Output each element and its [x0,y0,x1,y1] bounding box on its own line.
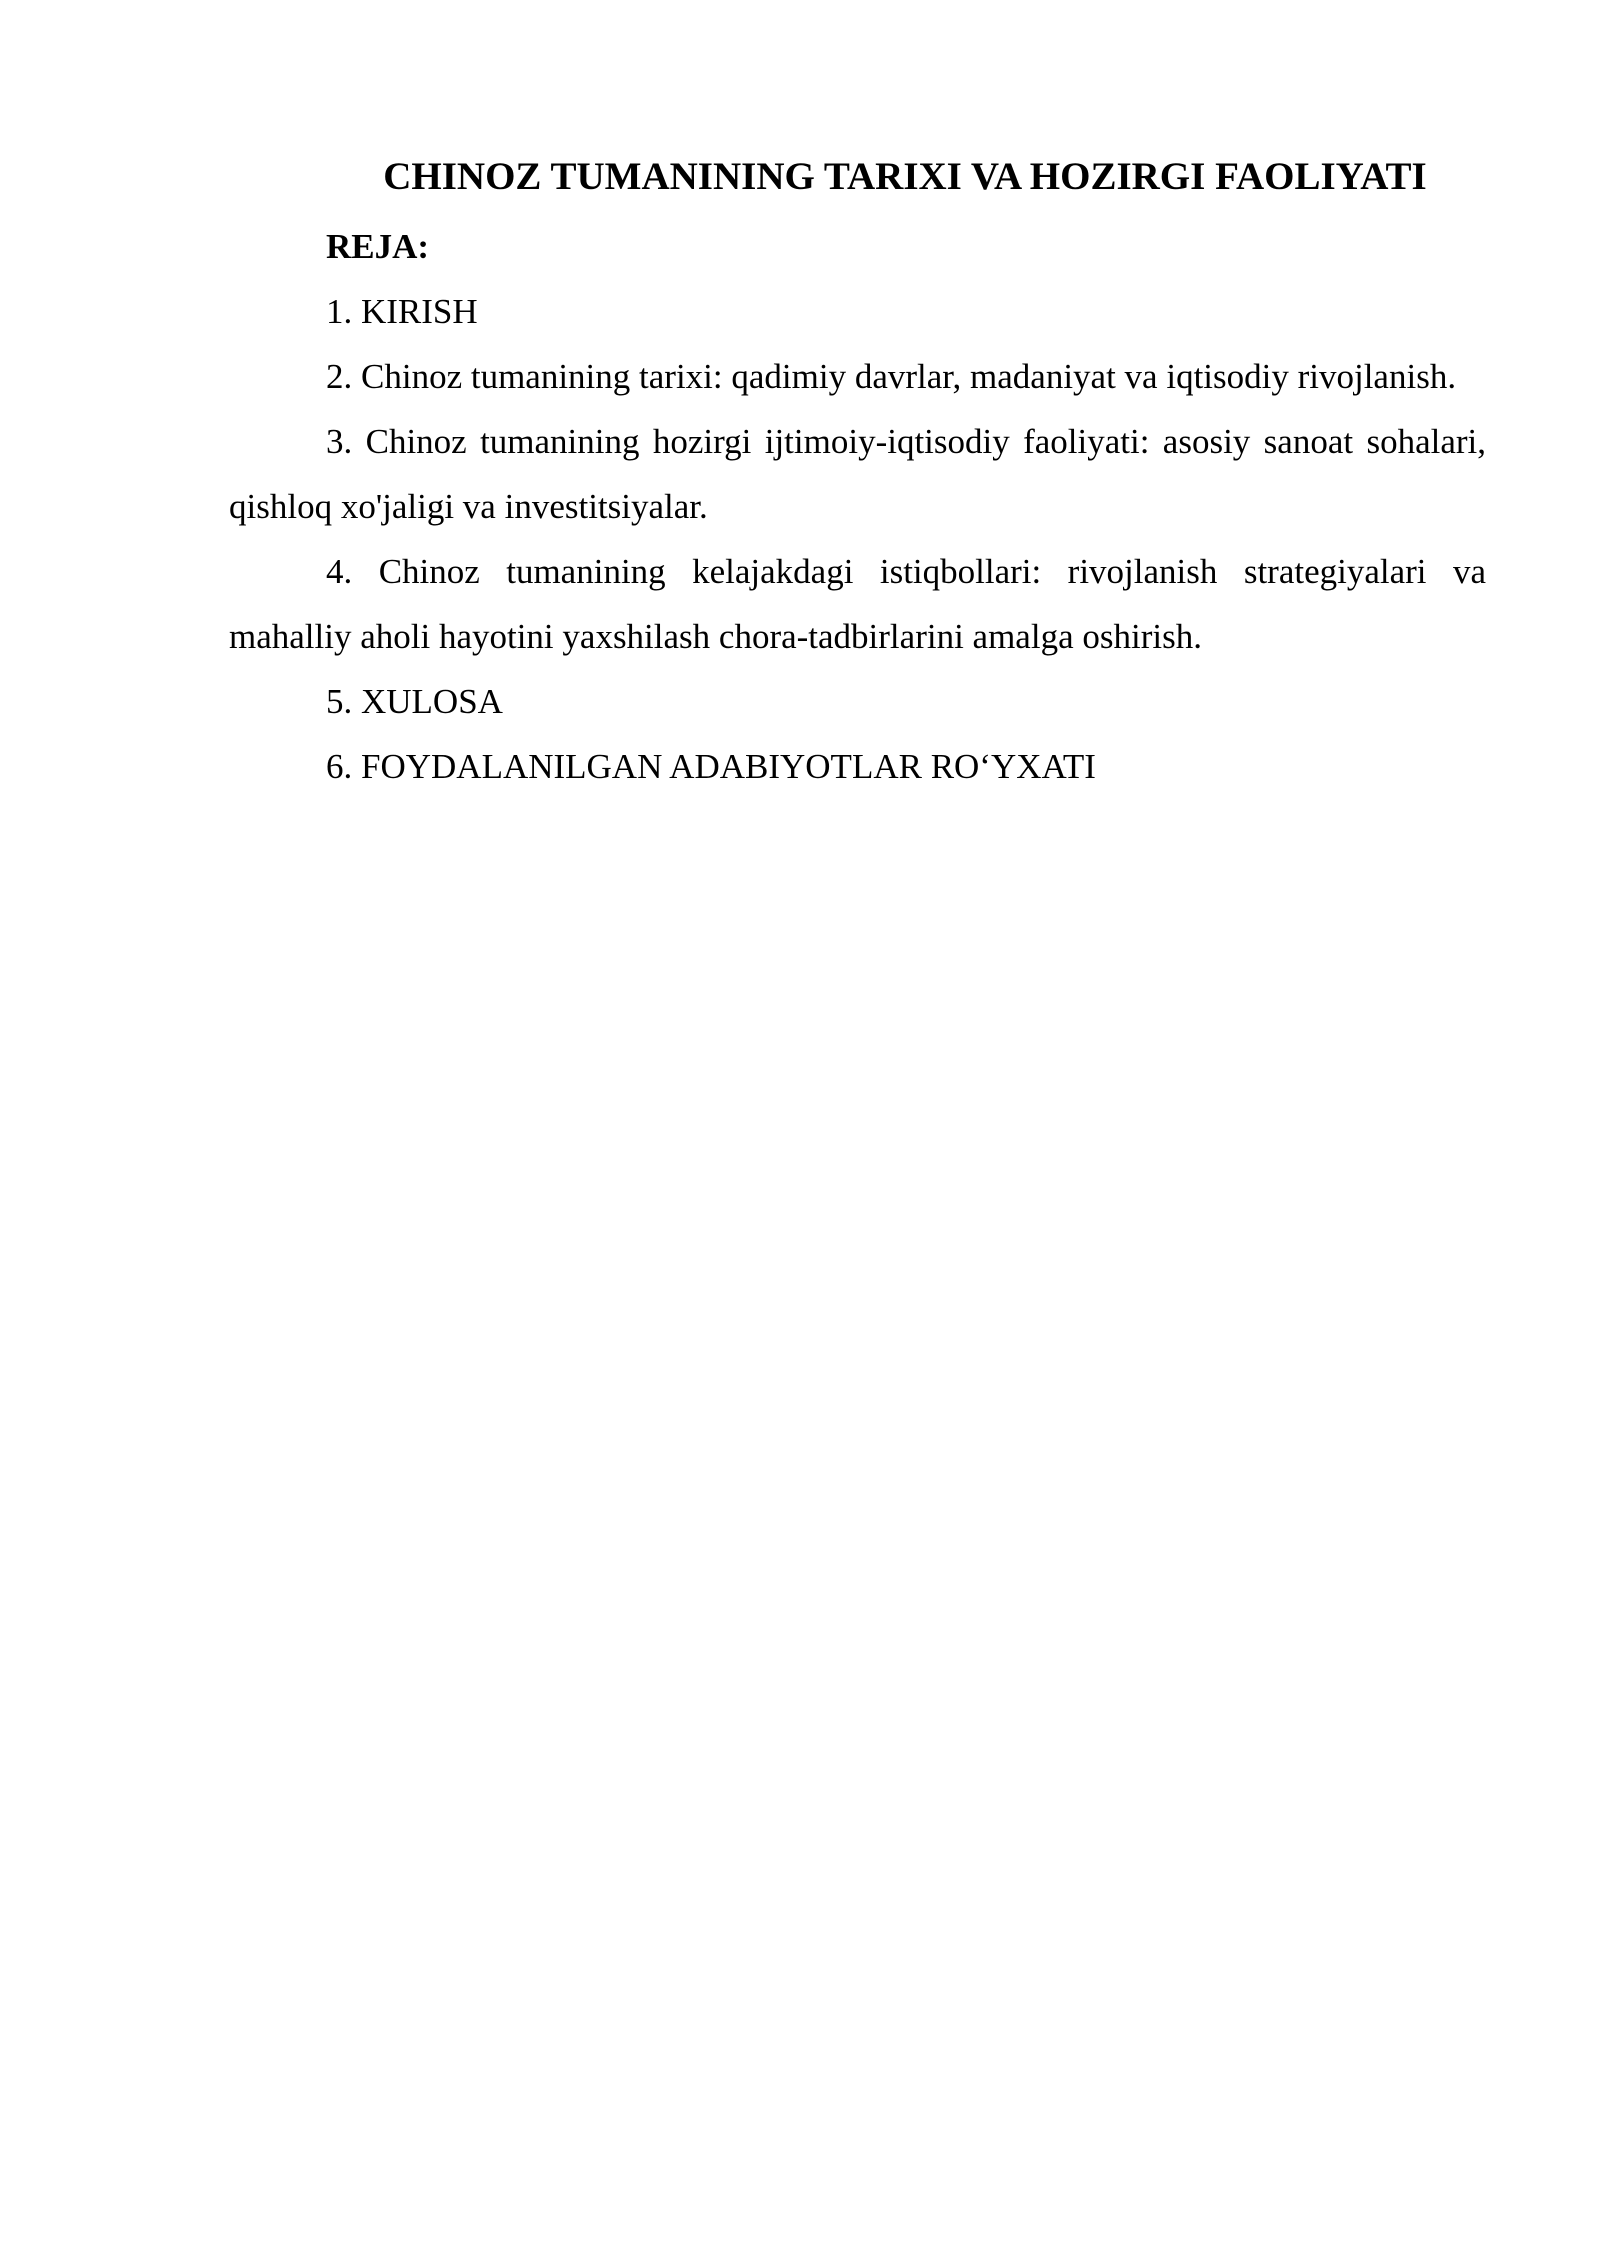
plan-item-2: 2. Chinoz tumanining tarixi: qadimiy davrlar, madaniyat va iqtisodiy rivojlanish. [326,357,1457,396]
plan-heading: REJA: [326,227,430,266]
plan-item-6: 6. FOYDALANILGAN ADABIYOTLAR RO‘YXATI [326,747,1096,786]
document-body [229,140,1486,799]
document-title: CHINOZ TUMANINING TARIXI VA HOZIRGI FAOLIYATI [383,155,1427,198]
plan-item-4: 4. Chinoz tumanining kelajakdagi istiqbollari: rivojlanish strategiyalari va mahalliy aholi hayotini yaxshilash chora-tadbirlarini amalga oshirish. [229,552,1486,656]
plan-item-5: 5. XULOSA [326,682,503,721]
plan-item-1: 1. KIRISH [326,292,478,331]
plan-item-3: 3. Chinoz tumanining hozirgi ijtimoiy-iqtisodiy faoliyati: asosiy sanoat sohalari, qishloq xo'jaligi va investitsiyalar. [229,422,1486,526]
